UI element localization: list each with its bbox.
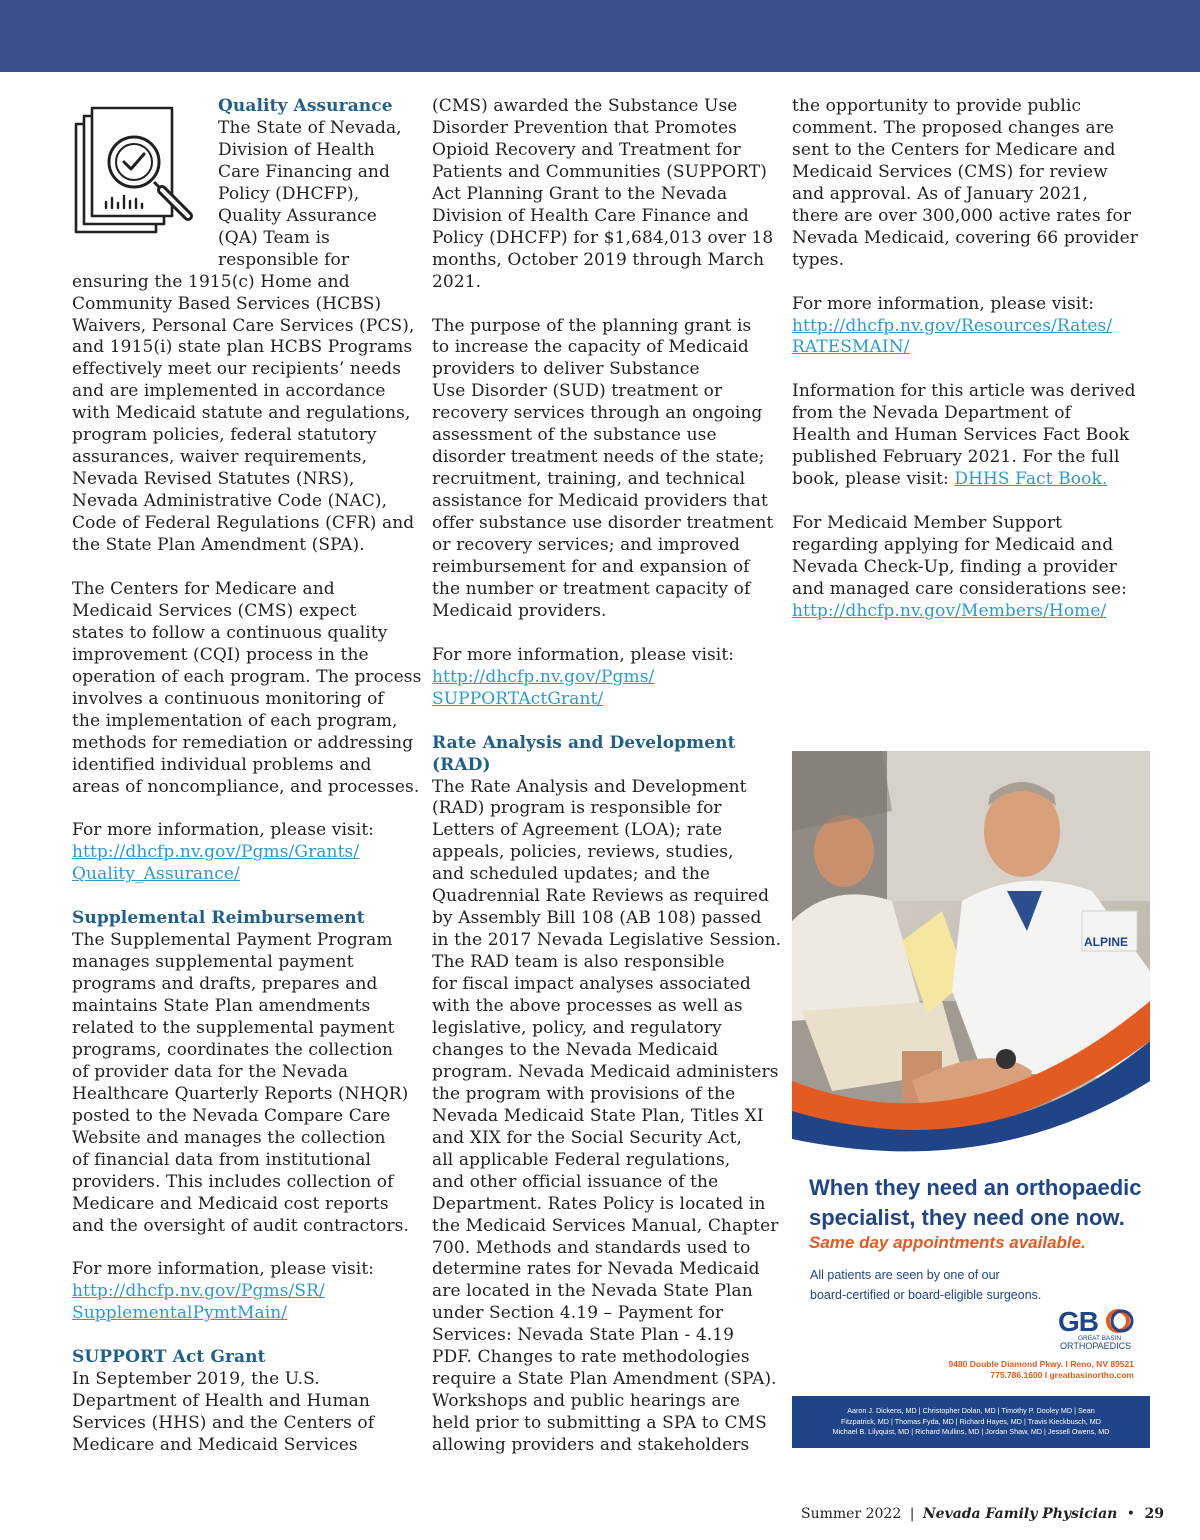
support-body-line: Patients and Communities (SUPPORT) <box>432 161 767 182</box>
rad-body-line: all applicable Federal regulations, <box>432 1149 731 1170</box>
sr-body-line: related to the supplemental payment <box>72 1017 395 1038</box>
qa-body-line: the State Plan Amendment (SPA). <box>72 535 365 556</box>
qa-cqi-line: identified individual problems and <box>72 754 372 775</box>
rad-body-line: require a State Plan Amendment (SPA). <box>432 1369 777 1390</box>
qa-cqi-line: Medicaid Services (CMS) expect <box>72 600 357 621</box>
support-purpose-line: or recovery services; and improved <box>432 535 741 556</box>
qa-cqi-line: states to follow a continuous quality <box>72 622 388 643</box>
column-1 <box>72 96 422 1457</box>
rad-body-line: the opportunity to provide public <box>792 96 1082 116</box>
support-body-line: 2021. <box>432 271 482 292</box>
support-body-line: months, October 2019 through March <box>432 249 765 270</box>
rad-body-line: comment. The proposed changes are <box>792 117 1115 138</box>
qa-body-line: Nevada Revised Statutes (NRS), <box>72 469 355 490</box>
member-support-line: For Medicaid Member Support <box>792 513 1063 534</box>
support-purpose-line: Medicaid providers. <box>432 600 607 621</box>
sr-body-line: of financial data from institutional <box>72 1149 371 1170</box>
qa-cqi-line: operation of each program. The process <box>72 666 422 687</box>
svg-text:GB: GB <box>1058 1306 1098 1337</box>
sr-more-info: For more information, please visit: <box>72 1259 375 1280</box>
qa-cqi-line: The Centers for Medicare and <box>72 578 335 599</box>
rad-body-line: for fiscal impact analyses associated <box>432 974 751 995</box>
rad-body-line: Department. Rates Policy is located in <box>432 1193 766 1214</box>
rad-body-line: and other official issuance of the <box>432 1171 719 1192</box>
qa-body-line: Community Based Services (HCBS) <box>72 293 382 314</box>
member-support-line: regarding applying for Medicaid and <box>792 535 1114 556</box>
support-purpose-line: The purpose of the planning grant is <box>432 315 752 336</box>
support-purpose-line: assistance for Medicaid providers that <box>432 491 768 512</box>
rad-body-line: and scheduled updates; and the <box>432 864 711 885</box>
qa-body-line: program policies, federal statutory <box>72 425 377 446</box>
rad-body-line: program. Nevada Medicaid administers <box>432 1061 779 1082</box>
source-line: published February 2021. For the full <box>792 447 1120 468</box>
column-3 <box>792 96 1142 623</box>
source-last-line: book, please visit: DHHS Fact Book. <box>792 469 1108 490</box>
footer-bullet: • <box>1126 1506 1136 1522</box>
rad-body-line: determine rates for Nevada Medicaid <box>432 1259 760 1280</box>
rad-body-line: in the 2017 Nevada Legislative Session. <box>432 930 782 951</box>
support-body-line: Opioid Recovery and Treatment for <box>432 139 741 160</box>
rad-body-line: Nevada Medicaid State Plan, Titles XI <box>432 1105 764 1126</box>
rad-heading: Rate Analysis and Development (RAD) <box>432 732 736 775</box>
rad-body-line: the program with provisions of the <box>432 1083 736 1104</box>
supplemental-reimbursement-heading: Supplemental Reimbursement <box>72 908 365 929</box>
support-body-line: Policy (DHCFP) for $1,684,013 over 18 <box>432 227 774 248</box>
rad-body-line: PDF. Changes to rate methodologies <box>432 1347 750 1368</box>
rad-body-line: Services: Nevada State Plan - 4.19 <box>432 1325 735 1346</box>
support-body-line: Services (HHS) and the Centers of <box>72 1413 375 1434</box>
qa-body-line: Code of Federal Regulations (CFR) and <box>72 513 415 534</box>
qa-cqi-line: the implementation of each program, <box>72 710 398 731</box>
column-2 <box>432 96 780 1457</box>
rad-body-line: Nevada Medicaid, covering 66 provider <box>792 227 1138 248</box>
qa-intro-line: Care Financing and <box>218 161 390 182</box>
qa-more-info: For more information, please visit: <box>72 820 375 841</box>
support-purpose-line: recruitment, training, and technical <box>432 469 746 490</box>
rad-body-line: Medicaid Services (CMS) for review <box>792 161 1108 182</box>
sr-body-line: Website and manages the collection <box>72 1127 386 1148</box>
sr-body-line: The Supplemental Payment Program <box>72 930 393 951</box>
qa-intro-line: Policy (DHCFP), <box>218 183 360 204</box>
sr-body-line: of provider data for the Nevada <box>72 1061 349 1082</box>
qa-body-line: effectively meet our recipients’ needs <box>72 359 402 380</box>
rad-link[interactable]: http://dhcfp.nv.gov/Resources/Rates/ RATESMAIN/ <box>792 315 1113 358</box>
qa-cqi-line: methods for remediation or addressing <box>72 732 414 753</box>
sr-link[interactable]: http://dhcfp.nv.gov/Pgms/SR/ SupplementalPymtMain/ <box>72 1281 325 1324</box>
rad-body-line: held prior to submitting a SPA to CMS <box>432 1413 767 1434</box>
qa-link[interactable]: http://dhcfp.nv.gov/Pgms/Grants/ Quality_Assurance/ <box>72 842 360 885</box>
support-body-line: Division of Health Care Finance and <box>432 205 749 226</box>
rad-body-line: are located in the Nevada State Plan <box>432 1281 753 1302</box>
sr-body-line: Medicare and Medicaid cost reports <box>72 1193 389 1214</box>
member-support-link[interactable]: http://dhcfp.nv.gov/Members/Home/ <box>792 600 1107 621</box>
ad-headline: When they need an orthopaedic specialist, they need one now. <box>809 1175 1142 1230</box>
rad-body-line: allowing providers and stakeholders <box>432 1435 750 1456</box>
sr-body-line: programs and drafts, prepares and <box>72 974 378 995</box>
support-purpose-line: to increase the capacity of Medicaid <box>432 337 749 358</box>
qa-body-line: with Medicaid statute and regulations, <box>72 403 411 424</box>
svg-text:GREAT BASIN: GREAT BASIN <box>1078 1335 1122 1342</box>
qa-body-line: assurances, waiver requirements, <box>72 447 368 468</box>
support-purpose-line: the number or treatment capacity of <box>432 578 751 599</box>
ad-photo <box>792 751 1150 1155</box>
rad-more-info: For more information, please visit: <box>792 293 1095 314</box>
qa-cqi-line: involves a continuous monitoring of <box>72 688 384 709</box>
support-body-line: Medicare and Medicaid Services <box>72 1435 358 1456</box>
qa-intro-line: responsible for <box>218 249 350 270</box>
rad-body-line: Quadrennial Rate Reviews as required <box>432 886 770 907</box>
sr-body-line: Healthcare Quarterly Reports (NHQR) <box>72 1083 409 1104</box>
great-basin-logo <box>1056 1305 1140 1351</box>
member-support-line: and managed care considerations see: <box>792 578 1128 599</box>
support-body-line: In September 2019, the U.S. <box>72 1369 320 1390</box>
member-support-line: Nevada Check-Up, finding a provider <box>792 556 1118 577</box>
support-purpose-line: reimbursement for and expansion of <box>432 557 750 577</box>
qa-intro-line: The State of Nevada, <box>218 117 402 138</box>
support-body-line: Act Planning Grant to the Nevada <box>432 183 728 204</box>
rad-body-line: The Rate Analysis and Development <box>432 776 747 797</box>
svg-text:ORTHOPAEDICS: ORTHOPAEDICS <box>1060 1341 1132 1351</box>
support-purpose-line: providers to deliver Substance <box>432 359 700 380</box>
footer-issue: Summer 2022 <box>801 1506 902 1522</box>
rad-body-line: there are over 300,000 active rates for <box>792 205 1132 226</box>
great-basin-ad <box>792 751 1150 1448</box>
support-purpose-line: assessment of the substance use <box>432 425 717 446</box>
rad-body-line: 700. Methods and standards used to <box>432 1237 751 1258</box>
support-purpose-line: Use Disorder (SUD) treatment or <box>432 381 723 402</box>
qa-intro-line: Quality Assurance <box>218 205 377 226</box>
sr-body-line: posted to the Nevada Compare Care <box>72 1105 391 1126</box>
qa-body-line: and 1915(i) state plan HCBS Programs <box>72 337 413 358</box>
page-footer <box>801 1506 1164 1522</box>
rad-body-line: Workshops and public hearings are <box>432 1391 741 1412</box>
ad-subheadline: Same day appointments available. <box>809 1233 1086 1252</box>
qa-body-line: Nevada Administrative Code (NAC), <box>72 491 388 512</box>
rad-body-line: and approval. As of January 2021, <box>792 183 1089 204</box>
source-line: Health and Human Services Fact Book <box>792 425 1130 446</box>
support-body-line: Disorder Prevention that Promotes <box>432 117 737 138</box>
ad-doctor-list: Aaron J. Dickens, MD | Christopher Dolan, MD | Timothy P. Dooley MD | Sean Fitzpatrick, MD | Thomas Fyda, MD | Richard Hayes, MD | Travis Kieckbusch, MD Michael B. Lilyquist, MD | Richard Mullins, MD | Jordan Shaw, MD | Jessell Owens, MD <box>792 1396 1150 1448</box>
doctor-patient-illustration <box>792 751 1150 1155</box>
qa-intro-line: (QA) Team is <box>218 227 330 248</box>
sr-body-line: providers. This includes collection of <box>72 1171 394 1192</box>
rad-body-line: The RAD team is also responsible <box>432 952 725 973</box>
qa-body-line: ensuring the 1915(c) Home and <box>72 271 350 292</box>
support-body-line: (CMS) awarded the Substance Use <box>432 96 738 116</box>
fact-book-link[interactable]: DHHS Fact Book. <box>954 469 1108 490</box>
support-purpose-line: recovery services through an ongoing <box>432 403 763 424</box>
sr-body-line: and the oversight of audit contractors. <box>72 1215 409 1236</box>
rad-body-line: (RAD) program is responsible for <box>432 798 722 819</box>
rad-body-line: the Medicaid Services Manual, Chapter <box>432 1215 779 1236</box>
rad-body-line: legislative, policy, and regulatory <box>432 1017 722 1038</box>
rad-body-line: with the above processes as well as <box>432 996 743 1017</box>
quality-assurance-heading: Quality Assurance <box>218 96 393 116</box>
coat-embroidery: ALPINE <box>1084 935 1129 949</box>
qa-cqi-line: areas of noncompliance, and processes. <box>72 776 420 797</box>
header-band <box>0 0 1200 72</box>
footer-magazine: Nevada Family Physician <box>922 1506 1118 1522</box>
ad-body-text: All patients are seen by one of our board-certified or board-eligible surgeons. <box>810 1268 1042 1302</box>
rad-body-line: under Section 4.19 – Payment for <box>432 1303 724 1324</box>
rad-body-line: changes to the Nevada Medicaid <box>432 1039 719 1060</box>
quality-report-icon <box>72 104 218 242</box>
footer-separator: | <box>909 1506 915 1522</box>
support-link[interactable]: http://dhcfp.nv.gov/Pgms/ SUPPORTActGrant/ <box>432 666 655 709</box>
rad-body-line: appeals, policies, reviews, studies, <box>432 842 734 863</box>
rad-body-line: Letters of Agreement (LOA); rate <box>432 820 723 841</box>
sr-body-line: maintains State Plan amendments <box>72 996 371 1017</box>
source-line: from the Nevada Department of <box>792 403 1071 424</box>
support-purpose-line: offer substance use disorder treatment <box>432 513 774 534</box>
ad-body <box>792 1155 1150 1395</box>
support-body-line: Department of Health and Human <box>72 1391 370 1412</box>
source-line: Information for this article was derived <box>792 381 1136 402</box>
sr-body-line: manages supplemental payment <box>72 952 354 973</box>
support-more-info: For more information, please visit: <box>432 644 735 665</box>
qa-body-line: and are implemented in accordance <box>72 381 386 402</box>
rad-body-line: by Assembly Bill 108 (AB 108) passed <box>432 908 762 929</box>
ad-address: 9480 Double Diamond Pkwy. I Reno, NV 89521 775.786.1600 I greatbasinortho.com <box>948 1359 1134 1380</box>
rad-body-line: types. <box>792 249 845 270</box>
qa-intro-line: Division of Health <box>218 139 375 160</box>
qa-body-line: Waivers, Personal Care Services (PCS), <box>72 315 415 336</box>
page-number: 29 <box>1144 1506 1164 1522</box>
sr-body-line: programs, coordinates the collection <box>72 1039 394 1060</box>
rad-body-line: and XIX for the Social Security Act, <box>432 1127 743 1148</box>
qa-cqi-line: improvement (CQI) process in the <box>72 644 369 665</box>
support-purpose-line: disorder treatment needs of the state; <box>432 447 765 468</box>
support-act-heading: SUPPORT Act Grant <box>72 1347 266 1368</box>
rad-body-line: sent to the Centers for Medicare and <box>792 139 1116 160</box>
